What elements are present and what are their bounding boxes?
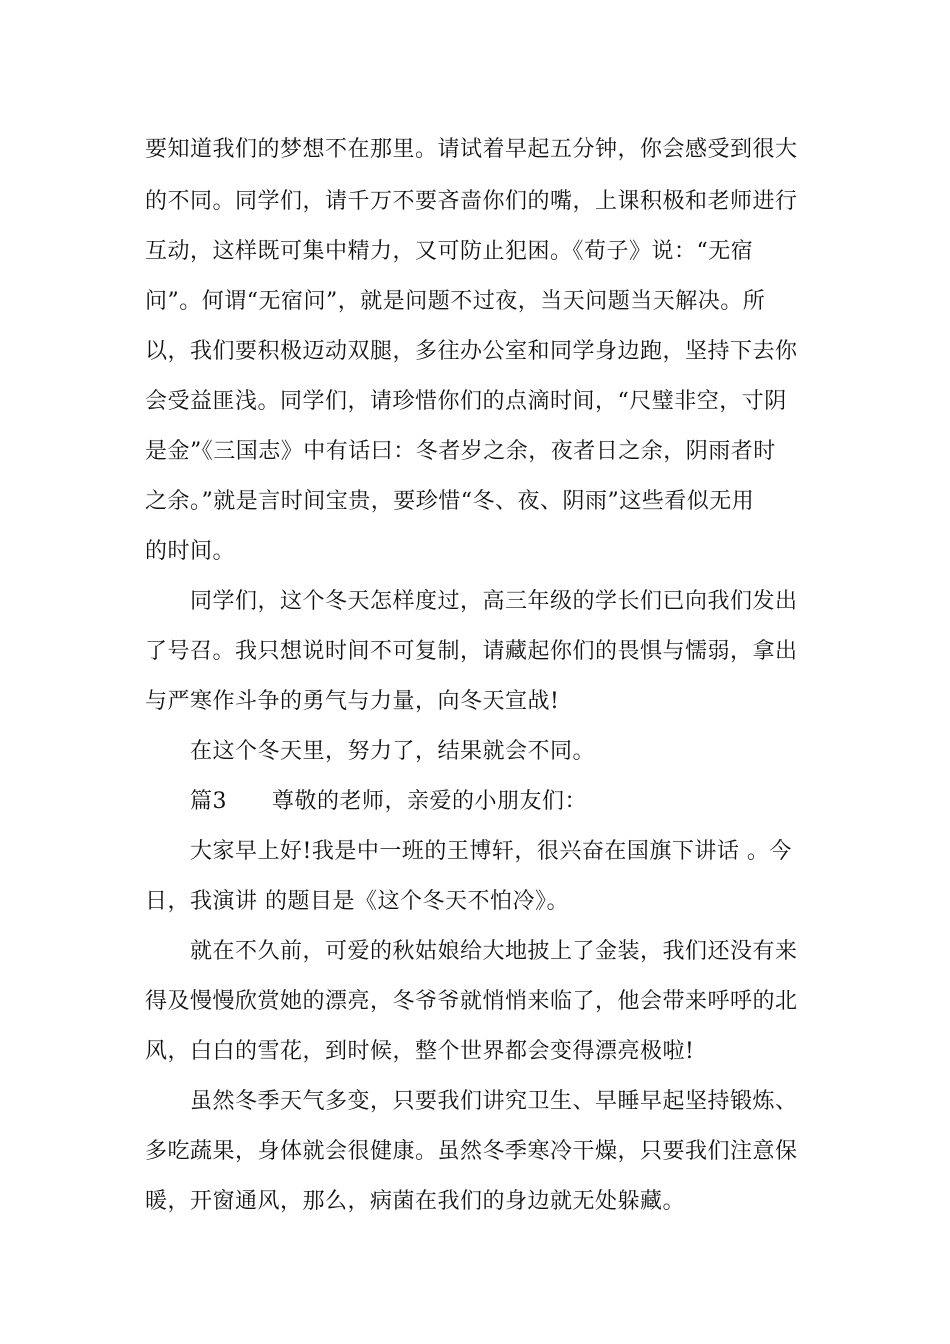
- text-line: 多吃蔬果，身体就会很健康。虽然冬季寒冷干燥，只要我们注意保: [145, 1139, 798, 1164]
- text-line: 与严寒作斗争的勇气与力量，向冬天宣战!: [145, 689, 560, 714]
- text-line: 之余。”就是言时间宝贵，要珍惜“冬、夜、阴雨”这些看似无用: [145, 489, 755, 514]
- text-line: 的时间。: [145, 539, 236, 564]
- text-line: 得及慢慢欣赏她的漂亮，冬爷爷就悄悄来临了，他会带来呼呼的北: [145, 989, 798, 1014]
- paragraph-first-line: 虽然冬季天气多变，只要我们讲究卫生、早睡早起坚持锻炼、: [190, 1089, 798, 1114]
- text-line: 暖，开窗通风，那么，病菌在我们的身边就无处躲藏。: [145, 1189, 686, 1214]
- text-line: 风，白白的雪花，到时候，整个世界都会变得漂亮极啦!: [145, 1039, 695, 1064]
- paragraph-first-line: 就在不久前，可爱的秋姑娘给大地披上了金装，我们还没有来: [190, 939, 798, 964]
- text-line: 问”。何谓“无宿问”，就是问题不过夜，当天问题当天解决。所: [145, 289, 766, 314]
- text-line: 以，我们要积极迈动双腿，多往办公室和同学身边跑，坚持下去你: [145, 339, 798, 364]
- text-line: 会受益匪浅。同学们，请珍惜你们的点滴时间，“尺璧非空，寸阴: [145, 389, 787, 414]
- text-line: 了号召。我只想说时间不可复制，请藏起你们的畏惧与懦弱，拿出: [145, 639, 798, 664]
- text-line: 要知道我们的梦想不在那里。请试着早起五分钟，你会感受到很大: [145, 137, 798, 162]
- paragraph-first-line: 同学们，这个冬天怎样度过，高三年级的学长们已向我们发出: [190, 589, 798, 614]
- text-line: 互动，这样既可集中精力，又可防止犯困。《荀子》说：“无宿: [145, 239, 754, 264]
- text-line: 的不同。同学们，请千万不要吝啬你们的嘴，上课积极和老师进行: [145, 189, 798, 214]
- paragraph-first-line: 在这个冬天里，努力了，结果就会不同。: [190, 739, 596, 764]
- text-line: 日，我演讲 的题目是《这个冬天不怕冷》。: [145, 889, 569, 914]
- paragraph-first-line: 大家早上好!我是中一班的王博轩，很兴奋在国旗下讲话 。今: [190, 839, 792, 864]
- text-line: 是金”《三国志》中有话曰：冬者岁之余，夜者日之余，阴雨者时: [145, 439, 776, 464]
- section-heading-line: 篇3 尊敬的老师，亲爱的小朋友们：: [190, 789, 587, 814]
